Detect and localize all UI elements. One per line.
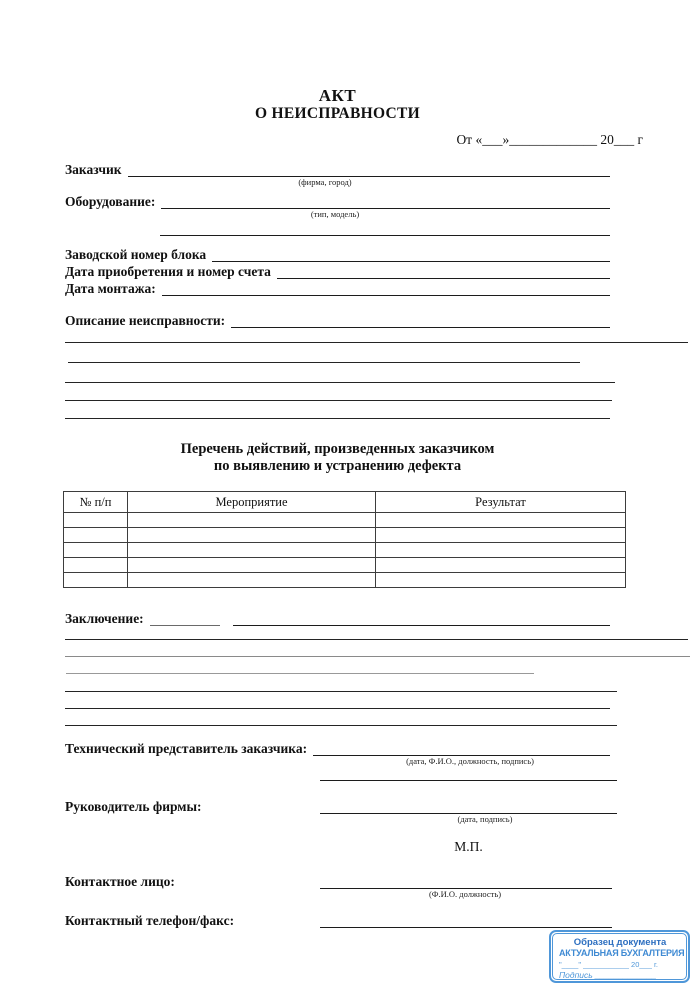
actions-heading-line1: Перечень действий, произведенных заказчиком bbox=[180, 441, 495, 457]
actions-table-empty-cell bbox=[128, 543, 376, 558]
equipment-label: Оборудование: bbox=[65, 194, 156, 209]
actions-table-empty-cell bbox=[64, 528, 128, 543]
defect-label: Описание неисправности: bbox=[65, 313, 226, 328]
conclusion-segment-row bbox=[65, 657, 610, 674]
serial-row bbox=[65, 245, 610, 262]
customer-label: Заказчик bbox=[65, 162, 122, 177]
phone-label: Контактный телефон/факс: bbox=[65, 913, 235, 928]
tech-rep-extra-line bbox=[320, 780, 617, 781]
col-header-number: № п/п bbox=[64, 492, 128, 513]
seal-mark: М.П. bbox=[454, 839, 483, 854]
actions-table-empty-cell bbox=[64, 558, 128, 573]
actions-table bbox=[63, 491, 626, 588]
doc-date-line: От «___»_____________ 20___ г bbox=[456, 132, 643, 147]
stamp-date-line: "____" ___________ 20___ г. bbox=[559, 960, 658, 969]
sample-stamp bbox=[549, 930, 690, 983]
doc-title: АКТ bbox=[318, 86, 357, 105]
purchase-row bbox=[65, 262, 610, 279]
conclusion-blank-line bbox=[65, 626, 688, 640]
director-label: Руководитель фирмы: bbox=[65, 799, 202, 814]
defect-blank-line bbox=[65, 328, 688, 343]
actions-table-empty-row bbox=[64, 513, 626, 528]
tech-rep-label: Технический представитель заказчика: bbox=[65, 741, 308, 756]
tech-rep-row bbox=[65, 738, 610, 756]
equipment-hint-row bbox=[65, 209, 610, 222]
actions-table-empty-cell bbox=[376, 558, 626, 573]
defect-row bbox=[65, 310, 610, 328]
col-header-action: Мероприятие bbox=[128, 492, 376, 513]
customer-hint: (фирма, город) bbox=[298, 177, 352, 187]
actions-table-empty-row bbox=[64, 543, 626, 558]
phone-row bbox=[65, 910, 610, 928]
actions-table-empty-cell bbox=[64, 543, 128, 558]
actions-table-empty-cell bbox=[128, 573, 376, 588]
conclusion-fill-line bbox=[233, 608, 610, 626]
actions-table-empty-cell bbox=[64, 513, 128, 528]
actions-table-empty-row bbox=[64, 558, 626, 573]
conclusion-short-line bbox=[150, 608, 220, 626]
doc-subtitle: О НЕИСПРАВНОСТИ bbox=[254, 105, 421, 122]
purchase-label: Дата приобретения и номер счета bbox=[65, 264, 271, 279]
sample-stamp-inner bbox=[552, 933, 687, 980]
actions-table-empty-row bbox=[64, 573, 626, 588]
contact-fill-line bbox=[320, 871, 612, 889]
serial-label: Заводской номер блока bbox=[65, 247, 207, 262]
contact-hint-row bbox=[65, 889, 610, 902]
serial-fill-line bbox=[212, 245, 610, 262]
contact-hint: (Ф.И.О. должность) bbox=[428, 889, 502, 899]
conclusion-blank-line bbox=[65, 692, 610, 709]
customer-hint-row bbox=[65, 177, 610, 190]
actions-table-body bbox=[64, 513, 626, 588]
conclusion-label: Заключение: bbox=[65, 611, 144, 626]
actions-table-empty-cell bbox=[376, 528, 626, 543]
stamp-company-name: АКТУАЛЬНАЯ БУХГАЛТЕРИЯ bbox=[559, 948, 685, 958]
equipment-hint: (тип, модель) bbox=[310, 209, 360, 219]
phone-fill-line bbox=[320, 910, 612, 928]
equipment-row bbox=[65, 192, 610, 209]
actions-table-empty-row bbox=[64, 528, 626, 543]
defect-blank-line bbox=[65, 401, 610, 419]
actions-table-empty-cell bbox=[64, 573, 128, 588]
tech-rep-fill-line bbox=[313, 738, 610, 756]
conclusion-blank-line bbox=[65, 674, 617, 692]
conclusion-row bbox=[65, 608, 610, 626]
conclusion-segment-line bbox=[266, 657, 534, 674]
equipment-extra-line bbox=[160, 228, 610, 236]
purchase-fill-line bbox=[277, 262, 610, 279]
contact-label: Контактное лицо: bbox=[65, 874, 175, 889]
installation-fill-line bbox=[162, 279, 610, 296]
defect-blank-line bbox=[65, 363, 615, 383]
actions-table-empty-cell bbox=[376, 513, 626, 528]
defect-fill-line bbox=[231, 310, 610, 328]
actions-table-empty-cell bbox=[128, 528, 376, 543]
director-hint-row bbox=[65, 814, 610, 827]
customer-row bbox=[65, 159, 610, 177]
stamp-signature-line: Подпись _____________ bbox=[559, 970, 657, 980]
tech-rep-hint-row bbox=[65, 756, 610, 769]
stamp-title: Образец документа bbox=[573, 937, 667, 948]
conclusion-blank-line bbox=[65, 640, 690, 657]
director-row bbox=[65, 798, 610, 814]
director-fill-line bbox=[320, 798, 617, 814]
actions-table-empty-cell bbox=[128, 558, 376, 573]
contact-row bbox=[65, 871, 610, 889]
defect-blank-line bbox=[68, 343, 580, 363]
col-header-result: Результат bbox=[376, 492, 626, 513]
tech-rep-hint: (дата, Ф.И.О., должность, подпись) bbox=[406, 756, 534, 766]
actions-heading bbox=[65, 441, 610, 475]
installation-row bbox=[65, 279, 610, 296]
customer-fill-line bbox=[128, 159, 610, 177]
installation-label: Дата монтажа: bbox=[65, 281, 156, 296]
actions-table-empty-cell bbox=[376, 573, 626, 588]
actions-table-header-row bbox=[64, 492, 626, 513]
director-hint: (дата, подпись) bbox=[457, 814, 513, 824]
actions-table-empty-cell bbox=[376, 543, 626, 558]
equipment-fill-line bbox=[161, 192, 610, 209]
actions-table-empty-cell bbox=[128, 513, 376, 528]
actions-heading-line2: по выявлению и устранению дефекта bbox=[213, 458, 462, 474]
defect-blank-line bbox=[65, 383, 612, 401]
conclusion-blank-line bbox=[65, 709, 617, 726]
conclusion-segment-line bbox=[66, 657, 266, 674]
